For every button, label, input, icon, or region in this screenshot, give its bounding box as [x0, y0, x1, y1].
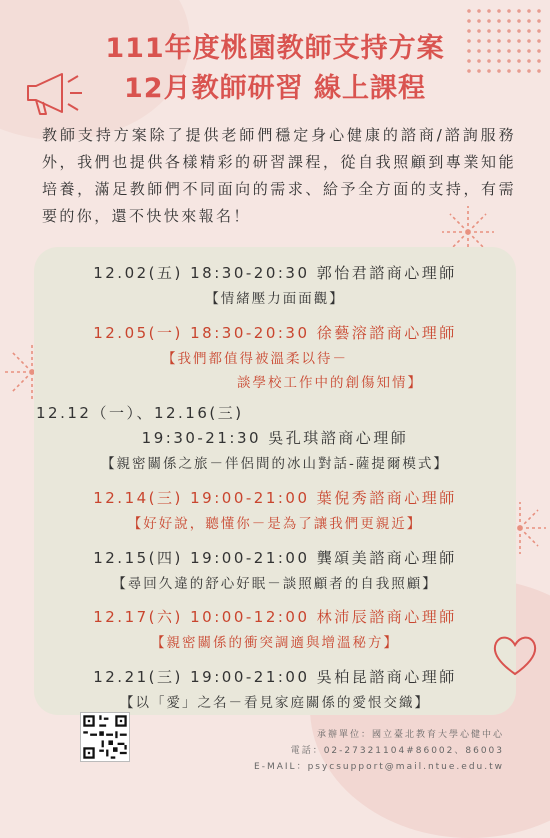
organizer-text: 承辦單位：國立臺北教育大學心健中心: [316, 730, 504, 740]
session-datetime: 12.14(三) 19:00-21:00 葉倪秀諮商心理師: [93, 489, 457, 507]
email-text[interactable]: E-MAIL：psycsupport@mail.ntue.edu.tw: [254, 762, 504, 772]
session-topic: 【情緒壓力面面觀】: [205, 291, 345, 307]
session-datetime: 12.15(四) 19:00-21:00 龔頌美諮商心理師: [93, 549, 457, 567]
session-topic: 【我們都值得被溫柔以待－: [162, 351, 348, 367]
session-topic: 談學校工作中的創傷知情】: [237, 375, 423, 391]
session-item: [0, 487, 550, 532]
session-datetime: 12.17(六) 10:00-12:00 林沛辰諮商心理師: [93, 608, 457, 626]
heart-icon: [490, 632, 540, 678]
session-item: [0, 402, 550, 472]
session-datetime: 19:30-21:30 吳孔琪諮商心理師: [141, 429, 409, 447]
session-item: [0, 606, 550, 651]
session-topic: 【以「愛」之名－看見家庭關係的愛恨交織】: [120, 695, 430, 711]
session-topic: 【親密關係的衝突調適與增溫秘方】: [151, 635, 399, 651]
session-date: 12.12（一）、12.16(三): [36, 404, 244, 422]
session-item: [0, 547, 550, 592]
session-datetime: 12.02(五) 18:30-20:30 郭怡君諮商心理師: [93, 264, 457, 282]
phone-text: 電話：02-27321104#86002、86003: [290, 746, 504, 756]
page-title: 111年度桃園教師支持方案: [105, 33, 445, 64]
qr-code[interactable]: [80, 712, 130, 762]
session-topic: 【好好說，聽懂你－是為了讓我們更親近】: [127, 516, 423, 532]
page-subtitle: 12月教師研習 線上課程: [124, 73, 426, 104]
session-item: [0, 666, 550, 711]
intro-paragraph: 教師支持方案除了提供老師們穩定身心健康的諮商/諮詢服務外，我們也提供各樣精彩的研習課程，從自我照顧到專業知能培養，滿足教師們不同面向的需求、給予全方面的支持，有需要的你，還不快快來報名！: [42, 126, 516, 225]
session-topic: 【尋回久違的舒心好眠－談照顧者的自我照顧】: [112, 576, 438, 592]
session-topic: 【親密關係之旅－伴侶間的冰山對話-薩提爾模式】: [101, 456, 449, 472]
footer-contact: [254, 727, 504, 775]
session-datetime: 12.05(一) 18:30-20:30 徐藝溶諮商心理師: [93, 324, 457, 342]
session-item: [0, 262, 550, 307]
session-item: [0, 322, 550, 391]
session-datetime: 12.21(三) 19:00-21:00 吳柏昆諮商心理師: [93, 668, 457, 686]
